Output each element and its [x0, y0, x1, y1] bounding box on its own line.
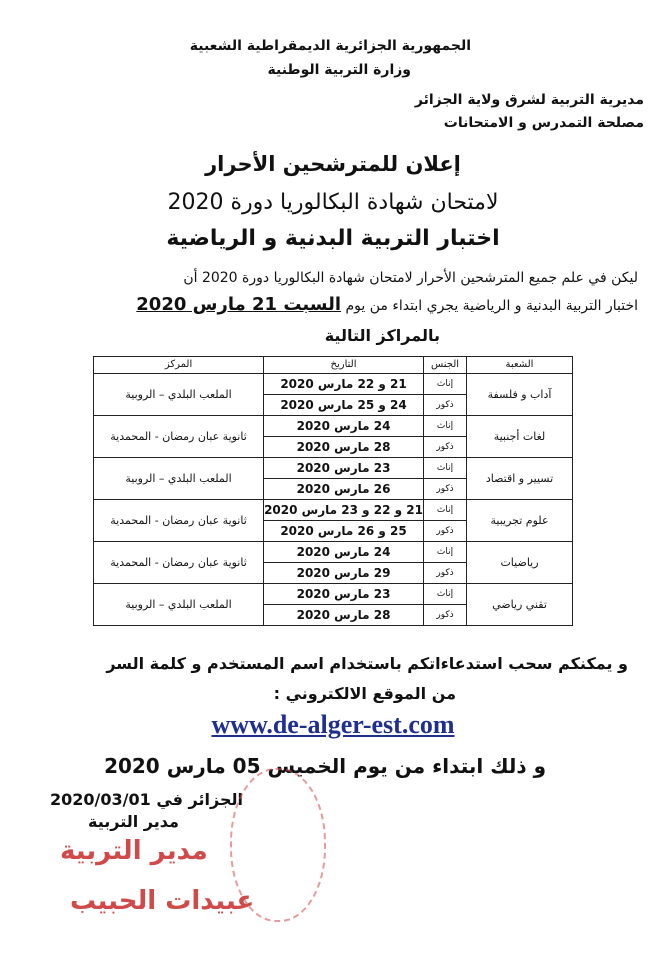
- center-cell: ثانوية عبان رمضان - المحمدية: [94, 542, 264, 584]
- table-row: [94, 584, 573, 605]
- branch-cell: تسيير و اقتصاد: [467, 458, 573, 500]
- center-cell: ثانوية عبان رمضان - المحمدية: [94, 416, 264, 458]
- sex-cell: إناث: [424, 542, 467, 563]
- date-cell: 28 مارس 2020: [264, 437, 424, 458]
- start-date: السبت 21 مارس 2020: [136, 294, 342, 315]
- center-cell: ثانوية عبان رمضان - المحمدية: [94, 500, 264, 542]
- branch-cell: رياضيات: [467, 542, 573, 584]
- table-row: [94, 458, 573, 479]
- announcement-title: إعلان للمترشحين الأحرار: [205, 152, 461, 176]
- date-cell: 24 مارس 2020: [264, 542, 424, 563]
- header-sex: الجنس: [424, 357, 467, 374]
- date-cell: 24 و 25 مارس 2020: [264, 395, 424, 416]
- intro-line-1: ليكن في علم جميع المترشحين الأحرار لامتحان شهادة البكالوريا دورة 2020 أن: [183, 270, 638, 286]
- sex-cell: إناث: [424, 374, 467, 395]
- footer-line-3: و ذلك ابتداء من يوم الخميس 05 مارس 2020: [104, 754, 546, 778]
- schedule-table: [93, 356, 573, 626]
- date-cell: 21 و 22 و 23 مارس 2020: [264, 500, 424, 521]
- footer-line-1: و يمكنكم سحب استدعاءاتكم باستخدام اسم المستخدم و كلمة السر: [106, 654, 628, 673]
- table-row: [94, 542, 573, 563]
- exam-title: لامتحان شهادة البكالوريا دورة 2020: [167, 190, 499, 215]
- center-cell: الملعب البلدي – الروبية: [94, 584, 264, 626]
- test-title: اختبار التربية البدنية و الرياضية: [166, 226, 500, 251]
- header-ministry: وزارة التربية الوطنية: [267, 62, 411, 78]
- date-cell: 23 مارس 2020: [264, 584, 424, 605]
- center-cell: الملعب البلدي – الروبية: [94, 374, 264, 416]
- table-header-row: [94, 357, 573, 374]
- header-branch: الشعبة: [467, 357, 573, 374]
- sex-cell: ذكور: [424, 605, 467, 626]
- sex-cell: ذكور: [424, 521, 467, 542]
- sex-cell: ذكور: [424, 437, 467, 458]
- table-row: [94, 500, 573, 521]
- website-link[interactable]: www.de-alger-est.com: [211, 710, 455, 739]
- date-cell: 26 مارس 2020: [264, 479, 424, 500]
- intro-line-2-text: اختبار التربية البدنية و الرياضية يجري ابتداء من يوم: [345, 298, 638, 314]
- branch-cell: لغات أجنبية: [467, 416, 573, 458]
- footer-line-2: من الموقع الالكتروني :: [273, 684, 456, 703]
- center-cell: الملعب البلدي – الروبية: [94, 458, 264, 500]
- header-service: مصلحة التمدرس و الامتحانات: [443, 115, 644, 131]
- table-row: [94, 416, 573, 437]
- date-cell: 21 و 22 مارس 2020: [264, 374, 424, 395]
- header-republic: الجمهورية الجزائرية الديمقراطية الشعبية: [189, 38, 471, 54]
- header-date: التاريخ: [264, 357, 424, 374]
- signature-place-date: الجزائر في 2020/03/01: [50, 790, 243, 809]
- header-center: المركز: [94, 357, 264, 374]
- sex-cell: إناث: [424, 458, 467, 479]
- date-cell: 24 مارس 2020: [264, 416, 424, 437]
- branch-cell: تقني رياضي: [467, 584, 573, 626]
- table-row: [94, 374, 573, 395]
- date-cell: 25 و 26 مارس 2020: [264, 521, 424, 542]
- signature-role: مدير التربية: [88, 812, 179, 831]
- intro-line-3: بالمراكز التالية: [324, 326, 440, 345]
- sex-cell: إناث: [424, 416, 467, 437]
- sex-cell: إناث: [424, 500, 467, 521]
- date-cell: 23 مارس 2020: [264, 458, 424, 479]
- signature-stamp-role: مدير التربية: [60, 836, 208, 866]
- branch-cell: آداب و فلسفة: [467, 374, 573, 416]
- sex-cell: ذكور: [424, 479, 467, 500]
- branch-cell: علوم تجريبية: [467, 500, 573, 542]
- signature-name: عبيدات الحبيب: [70, 886, 255, 916]
- sex-cell: ذكور: [424, 395, 467, 416]
- sex-cell: إناث: [424, 584, 467, 605]
- date-cell: 28 مارس 2020: [264, 605, 424, 626]
- header-directorate: مديرية التربية لشرق ولاية الجزائر: [414, 92, 644, 108]
- intro-line-2: [136, 294, 638, 315]
- sex-cell: ذكور: [424, 563, 467, 584]
- date-cell: 29 مارس 2020: [264, 563, 424, 584]
